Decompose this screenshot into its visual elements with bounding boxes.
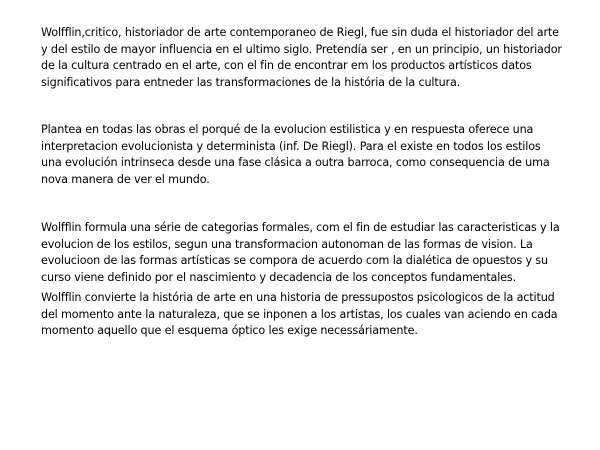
- paragraph-formal-categories: Wolfflin formula una série de categorias formales, com el fin de estudiar las caracteristicas y la evolucion de los estilos, segun una transformacion autonoman de las formas de vision. La evolucioon de las formas artísticas se compora de acuerdo com la dialética de opuestos y su curso viene definido por el nascimiento y decadencia de los conceptos fundamentales.: [41, 221, 560, 284]
- paragraph-wolfflin-intro: Wolfflin,critico, historiador de arte contemporaneo de Riegl, fue sin duda el historiador del arte y del estilo de mayor influencia en el ultimo siglo. Pretendía ser , en un principio, un historiador de la cultura centrado en el arte, con el fin de encontrar em los productos artísticos datos significativos para entneder las transformaciones de la história de la cultura.: [41, 26, 562, 89]
- paragraph-stylistic-evolution: Plantea en todas las obras el porqué de la evolucion estilistica y en respuesta oferece una interpretacion evolucionista y determinista (inf. De Riegl). Para el existe en todos los estilos una evolución intrinseca desde una fase clásica a outra barroca, como consequencia de uma nova manera de ver el mundo.: [41, 123, 550, 186]
- paragraph-psychological-assumptions: Wolfflin convierte la história de arte en una historia de pressupostos psicologicos de la actitud del momento ante la naturaleza, que se inponen a los artistas, los cuales van aciendo en cada momento aquello que el esquema óptico les exige necessáriamente.: [41, 291, 558, 337]
